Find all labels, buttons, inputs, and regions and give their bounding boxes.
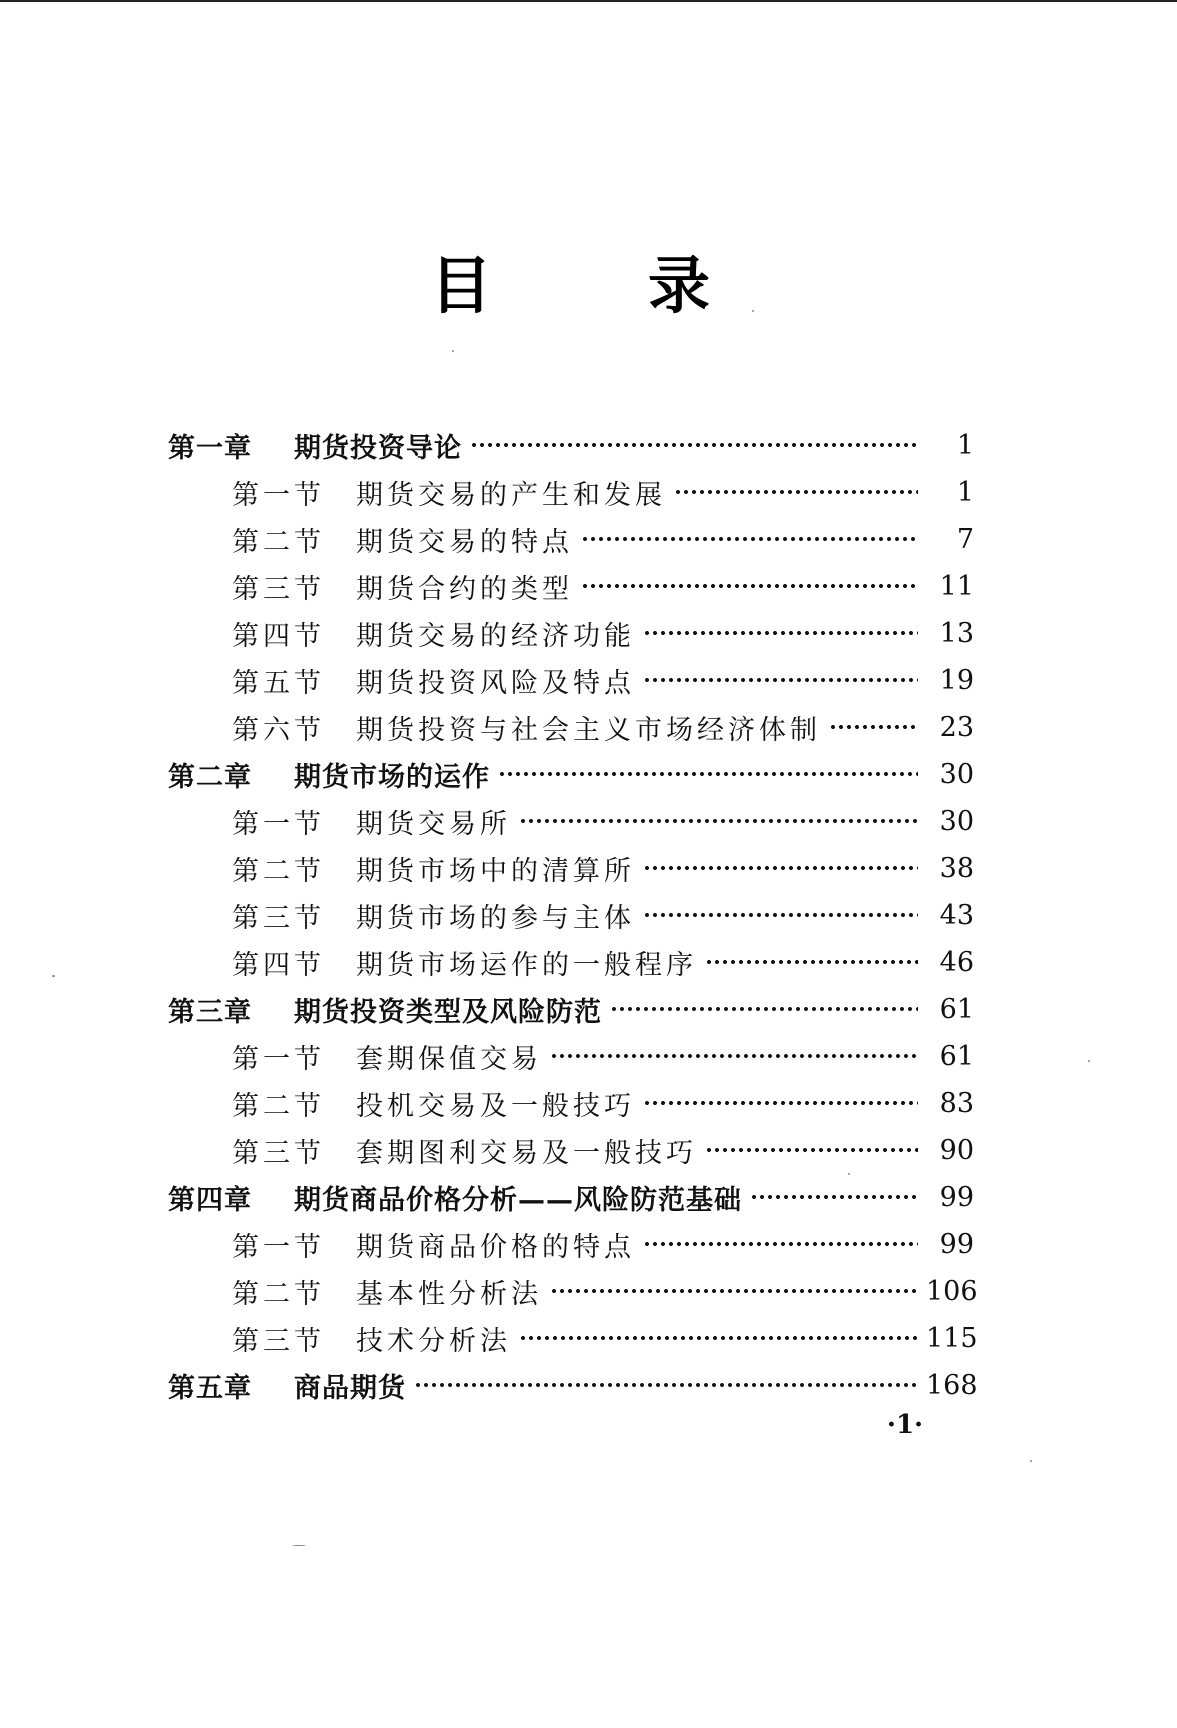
toc-entry-title: 期货市场运作的一般程序 (356, 949, 697, 981)
toc-entry-page: 1 (956, 476, 974, 508)
toc-entry-label: 第一节 (232, 808, 325, 840)
toc-entry-title: 套期图利交易及一般技巧 (356, 1137, 697, 1169)
toc-entry-page: 13 (939, 617, 974, 649)
dot-leader (581, 583, 918, 589)
toc-entry-title: 期货交易所 (356, 808, 511, 840)
toc-chapter-2[interactable] (168, 752, 974, 796)
toc-section[interactable] (232, 1034, 974, 1078)
toc-section[interactable] (232, 705, 974, 749)
toc-entry-page: 83 (939, 1087, 974, 1119)
toc-entry-page: 30 (939, 758, 974, 790)
toc-entry-label: 第一章 (168, 432, 252, 464)
dot-leader (498, 771, 918, 777)
toc-section[interactable] (232, 658, 974, 702)
toc-entry-title: 期货投资风险及特点 (356, 667, 635, 699)
toc-entry-title: 期货市场中的清算所 (356, 855, 635, 887)
dot-leader (643, 1100, 918, 1106)
toc-section[interactable] (232, 940, 974, 984)
toc-chapter-3[interactable] (168, 987, 974, 1031)
toc-entry-label: 第四章 (168, 1184, 252, 1216)
dot-leader (750, 1194, 918, 1200)
dot-leader (470, 442, 918, 448)
scan-speck (848, 1173, 850, 1175)
toc-entry-label: 第二节 (232, 526, 325, 558)
dot-leader (643, 677, 918, 683)
toc-section[interactable] (232, 1316, 978, 1360)
toc-entry-title: 期货商品价格分析——风险防范基础 (294, 1184, 742, 1216)
toc-entry-label: 第二章 (168, 761, 252, 793)
toc-entry-page: 23 (939, 711, 974, 743)
scan-speck (52, 975, 55, 977)
toc-entry-title: 期货市场的运作 (294, 761, 490, 793)
toc-entry-title: 技术分析法 (356, 1325, 511, 1357)
toc-entry-title: 期货交易的经济功能 (356, 620, 635, 652)
dot-leader (519, 1335, 918, 1341)
toc-entry-page: 115 (926, 1322, 978, 1354)
toc-entry-title: 期货交易的产生和发展 (356, 479, 666, 511)
dot-leader (519, 818, 918, 824)
toc-entry-label: 第三章 (168, 996, 252, 1028)
toc-entry-page: 61 (939, 1040, 974, 1072)
toc-entry-page: 1 (956, 429, 974, 461)
toc-entry-label: 第三节 (232, 1325, 325, 1357)
dot-leader (550, 1288, 918, 1294)
toc-entry-title: 投机交易及一般技巧 (356, 1090, 635, 1122)
dot-leader (414, 1382, 918, 1388)
toc-entry-label: 第一节 (232, 1231, 325, 1263)
toc-entry-label: 第三节 (232, 573, 325, 605)
toc-chapter-1[interactable] (168, 423, 974, 467)
toc-entry-label: 第一节 (232, 479, 325, 511)
toc-entry-page: 19 (939, 664, 974, 696)
toc-entry-label: 第二节 (232, 1090, 325, 1122)
dot-leader (643, 630, 918, 636)
dot-leader (705, 959, 918, 965)
scan-speck (1030, 1460, 1032, 1462)
dot-leader (643, 865, 918, 871)
toc-entry-label: 第三节 (232, 1137, 325, 1169)
toc-section[interactable] (232, 846, 974, 890)
toc-section[interactable] (232, 1081, 974, 1125)
toc-entry-page: 46 (939, 946, 974, 978)
toc-entry-page: 7 (956, 523, 974, 555)
page-title-char-1: 目 (430, 248, 493, 322)
page-number: ·1· (886, 1410, 924, 1440)
dot-leader (643, 912, 918, 918)
toc-entry-page: 99 (939, 1181, 974, 1213)
dot-leader (581, 536, 918, 542)
toc-section[interactable] (232, 1128, 974, 1172)
toc-entry-title: 期货交易的特点 (356, 526, 573, 558)
dot-leader (705, 1147, 918, 1153)
toc-entry-label: 第三节 (232, 902, 325, 934)
toc-entry-label: 第四节 (232, 620, 325, 652)
toc-section[interactable] (232, 564, 974, 608)
dot-leader (610, 1006, 918, 1012)
toc-section[interactable] (232, 517, 974, 561)
toc-entry-label: 第五节 (232, 667, 325, 699)
dot-leader (674, 489, 918, 495)
toc-entry-page: 11 (939, 570, 974, 602)
toc-entry-page: 90 (939, 1134, 974, 1166)
toc-entry-label: 第二节 (232, 855, 325, 887)
toc-entry-page: 99 (939, 1228, 974, 1260)
scan-speck (752, 310, 754, 312)
dot-leader (550, 1053, 918, 1059)
page-title-char-2: 录 (647, 248, 710, 322)
toc-entry-title: 基本性分析法 (356, 1278, 542, 1310)
toc-entry-label: 第六节 (232, 714, 325, 746)
toc-entry-label: 第四节 (232, 949, 325, 981)
toc-entry-page: 38 (939, 852, 974, 884)
toc-section[interactable] (232, 799, 974, 843)
toc-section[interactable] (232, 611, 974, 655)
toc-chapter-4[interactable] (168, 1175, 974, 1219)
toc-entry-label: 第二节 (232, 1278, 325, 1310)
toc-entry-title: 期货投资导论 (294, 432, 462, 464)
toc-entry-label: 第一节 (232, 1043, 325, 1075)
toc-entry-title: 套期保值交易 (356, 1043, 542, 1075)
toc-entry-page: 43 (939, 899, 974, 931)
toc-section[interactable] (232, 893, 974, 937)
toc-section[interactable] (232, 1222, 974, 1266)
toc-section[interactable] (232, 470, 974, 514)
toc-entry-page: 30 (939, 805, 974, 837)
toc-entry-title: 期货投资类型及风险防范 (294, 996, 602, 1028)
scan-speck (452, 350, 454, 352)
dot-leader (829, 724, 918, 730)
toc-entry-title: 期货合约的类型 (356, 573, 573, 605)
toc-section[interactable] (232, 1269, 978, 1313)
toc-entry-page: 106 (926, 1275, 978, 1307)
toc-entry-label: 第五章 (168, 1372, 252, 1404)
toc-entry-page: 168 (926, 1369, 978, 1401)
toc-entry-title: 期货商品价格的特点 (356, 1231, 635, 1263)
toc-entry-page: 61 (939, 993, 974, 1025)
scan-speck (292, 1545, 306, 1546)
toc-entry-title: 期货市场的参与主体 (356, 902, 635, 934)
toc-entry-title: 商品期货 (294, 1372, 406, 1404)
scan-speck (1088, 1060, 1090, 1062)
toc-chapter-5[interactable] (168, 1363, 978, 1407)
dot-leader (643, 1241, 918, 1247)
toc-entry-title: 期货投资与社会主义市场经济体制 (356, 714, 821, 746)
